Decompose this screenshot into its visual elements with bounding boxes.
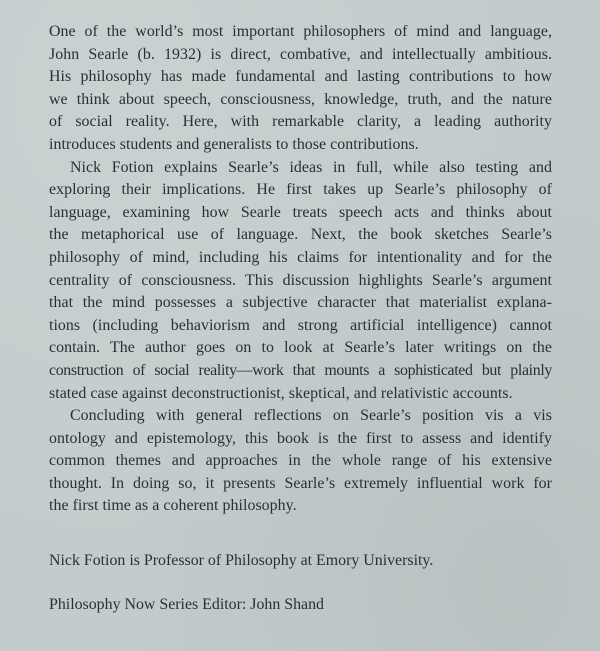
blurb-text bbox=[49, 21, 552, 518]
text-line: we think about speech, consciousness, knowledge, truth, and the nature bbox=[49, 90, 552, 108]
text-line: Nick Fotion explains Searle’s ideas in full, while also testing and bbox=[70, 158, 552, 176]
text-line: that the mind possesses a subjective character that materialist explana- bbox=[49, 294, 552, 312]
author-bio: Nick Fotion is Professor of Philosophy at Emory University. bbox=[49, 552, 434, 569]
text-line: His philosophy has made fundamental and lasting contributions to how bbox=[49, 68, 552, 86]
text-line: common themes and approaches in the whole range of his extensive bbox=[49, 452, 552, 470]
text-line: stated case against deconstructionist, skeptical, and relativistic accounts. bbox=[49, 384, 513, 402]
text-line: the first time as a coherent philosophy. bbox=[49, 497, 297, 515]
text-line: One of the world’s most important philosophers of mind and language, bbox=[49, 23, 552, 40]
text-line: Concluding with general reflections on Searle’s position vis a vis bbox=[70, 407, 552, 425]
blurb-paragraph-2 bbox=[49, 157, 552, 406]
text-line: construction of social reality—work that mounts a sophisticated but plainly bbox=[49, 361, 552, 379]
blurb-paragraph-3 bbox=[49, 405, 552, 518]
text-line: introduces students and generalists to those contributions. bbox=[49, 135, 419, 153]
text-line: thought. In doing so, it presents Searle’s extremely influential work for bbox=[49, 474, 552, 492]
text-line: philosophy of mind, including his claims for intentionality and for the bbox=[49, 248, 552, 266]
text-line: contain. The author goes on to look at Searle’s later writings on the bbox=[49, 339, 552, 357]
series-editor-credit: Philosophy Now Series Editor: John Shand bbox=[49, 596, 324, 613]
text-line: exploring their implications. He first takes up Searle’s philosophy of bbox=[49, 181, 552, 199]
text-line: John Searle (b. 1932) is direct, combative, and intellectually ambitious. bbox=[49, 45, 552, 63]
text-line: language, examining how Searle treats speech acts and thinks about bbox=[49, 203, 552, 221]
text-line: the metaphorical use of language. Next, the book sketches Searle’s bbox=[49, 226, 552, 244]
text-line: centrality of consciousness. This discussion highlights Searle’s argument bbox=[49, 271, 552, 289]
blurb-paragraph-1 bbox=[49, 21, 552, 157]
text-line: ontology and epistemology, this book is the first to assess and identify bbox=[49, 429, 552, 447]
text-line: tions (including behaviorism and strong artificial intelligence) cannot bbox=[49, 316, 552, 334]
text-line: of social reality. Here, with remarkable clarity, a leading authority bbox=[49, 113, 552, 131]
